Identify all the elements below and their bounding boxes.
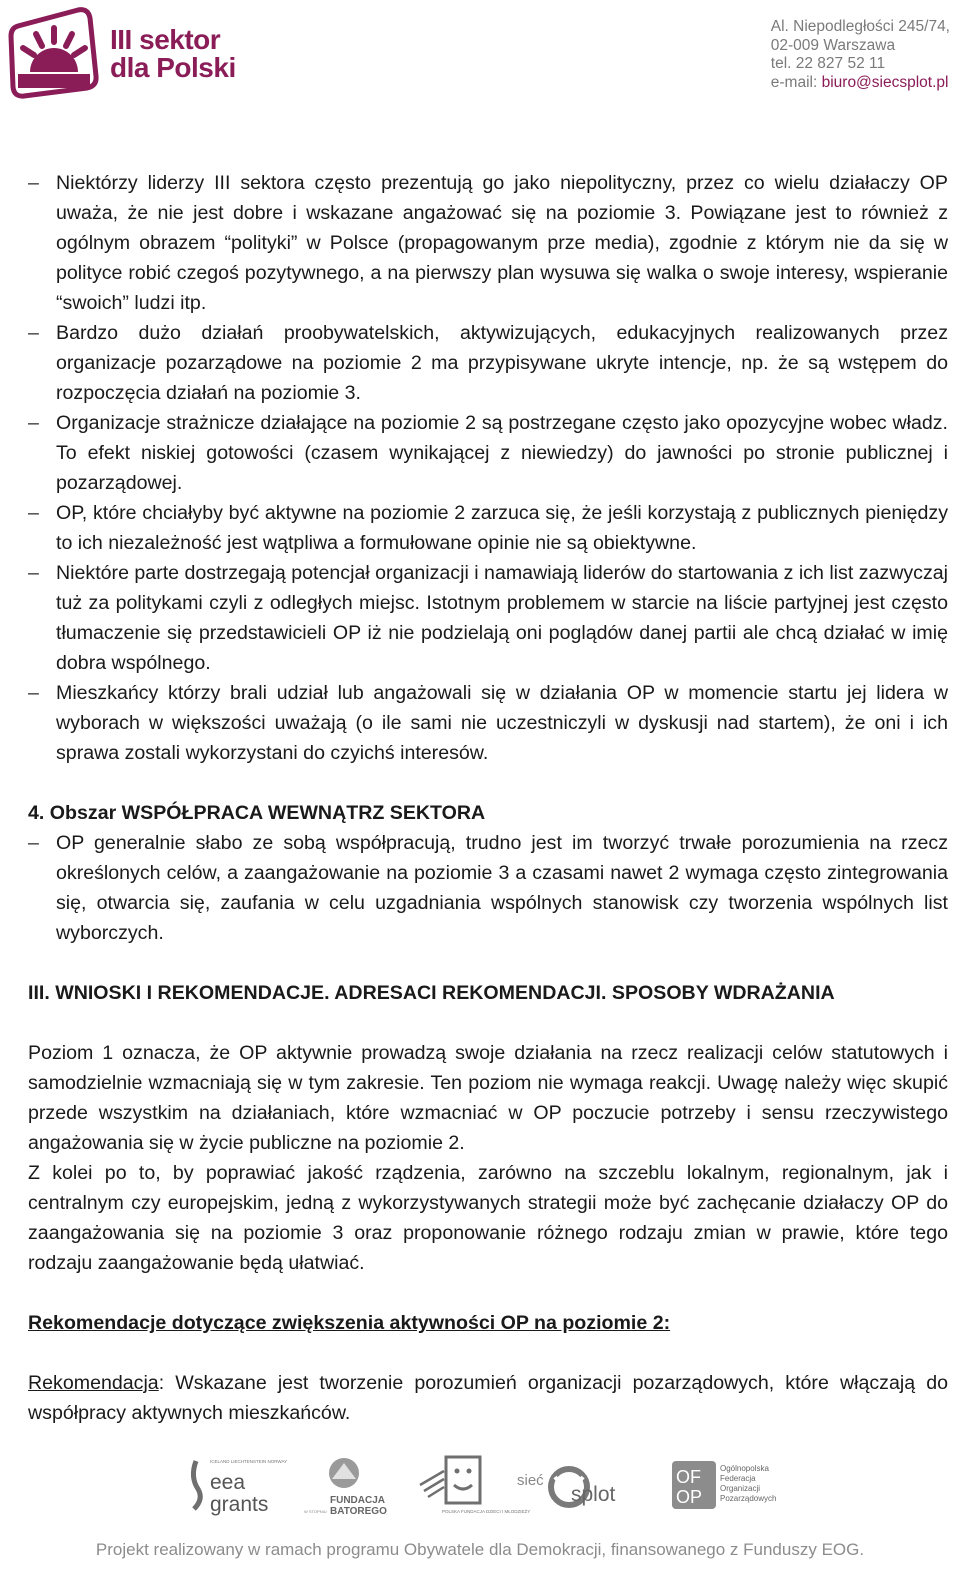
batory-line-2: BATOREGO <box>330 1506 387 1517</box>
logo-line-1: III sektor <box>110 24 221 55</box>
eea-grants-logo <box>188 1455 288 1517</box>
phone: tel. 22 827 52 11 <box>770 55 886 72</box>
list-item: – Bardzo dużo działań proobywatelskich, aktywizujących, edukacyjnych realizowanych przez organizacje pozarządowe na poziomie 2 ma przypisywane ukryte intencje, np. że są wstępem do rozpoczęcia działań na poziomie 3. <box>28 318 948 408</box>
ofop-letters-2: OP <box>676 1487 703 1507</box>
sun-logo-icon <box>8 6 108 98</box>
email-link[interactable]: biuro@siecsplot.pl <box>821 73 949 91</box>
paragraph: Poziom 1 oznacza, że OP aktywnie prowadzą swoje działania na rzecz realizacji celów statutowych i samodzielnie wzmacniają się w tym zakresie. Ten poziom nie wymaga reakcji. Uwagę należy więc skupić przede wszystkim na działaniach, które wzmacniać w OP poczucie potrzeby i sensu rzeczywistego angażowania się w życie publiczne na poziomie 2. <box>28 1042 948 1154</box>
grants-text: grants <box>210 1493 269 1516</box>
organization-logo <box>8 6 248 96</box>
ofop-text-3: Organizacji <box>720 1484 761 1493</box>
page-header <box>0 0 960 110</box>
siec-text: sieć <box>517 1472 544 1489</box>
obstacles-list <box>28 168 948 768</box>
ofop-text-2: Federacja <box>720 1474 756 1483</box>
document-body <box>28 168 948 1428</box>
section-4-heading: 4. Obszar WSPÓŁPRACA WEWNĄTRZ SEKTORA <box>28 802 486 824</box>
footer-note: Projekt realizowany w ramach programu Obywatele dla Demokracji, finansowanego z Funduszy EOG. <box>95 1540 865 1559</box>
spacer <box>28 1338 948 1368</box>
paragraph: Z kolei po to, by poprawiać jakość rządzenia, zarówno na szczeblu lokalnym, regionalnym, jak i centralnym czy europejskim, jedną z wykorzystywanych strategii może być zachęcanie działaczy OP do zaangażowania się na poziomie 3 oraz proponowanie różnego rodzaju zmian w prawie, które tego rodzaju zaangażowanie będą ułatwiać. <box>28 1162 948 1274</box>
eea-small-text: ICELAND LIECHTENSTEIN NORWAY <box>210 1459 288 1464</box>
contact-block <box>771 18 950 92</box>
list-item: – OP generalnie słabo ze sobą współpracują, trudno jest im tworzyć trwałe porozumienia na rzecz określonych celów, a zaangażowanie na poziomie 3 a czasami nawet 2 wymaga często zintegrowania się, otwarcia się, zaufania w celu uzgadniania wspólnych stanowisk czy tworzenia wspólnych list wyborczych. <box>28 828 948 948</box>
list-item: – Organizacje strażnicze działające na poziomie 2 są postrzegane często jako opozycyjne wobec władz. To efekt niskiej gotowości (czasem wynikającej z niewiedzy) do jawności po stronie publicznej i pozarządowej. <box>28 408 948 498</box>
recommendation-label: Rekomendacja <box>28 1372 159 1394</box>
list-item: – OP, które chciałyby być aktywne na poziomie 2 zarzuca się, że jeśli korzystają z publicznych pieniędzy to ich niezależność jest wątpliwa a formułowane opinie nie są obiektywne. <box>28 498 948 558</box>
splot-text: splot <box>571 1483 616 1506</box>
email-line <box>771 74 950 93</box>
siec-splot-icon <box>515 1455 625 1517</box>
recommendations-heading: Rekomendacje dotyczące zwiększenia aktywności OP na poziomie 2: <box>28 1312 671 1334</box>
logo-line-2: dla Polski <box>110 52 236 83</box>
ofop-icon <box>670 1455 790 1517</box>
cooperation-list <box>28 828 948 948</box>
batory-small-text: W STOPNIU <box>304 1509 327 1514</box>
address-line-2: 02-009 Warszawa <box>770 36 896 54</box>
spacer <box>28 948 948 978</box>
list-item: – Niektóre parte dostrzegają potencjał organizacji i namawiają liderów do startowania z ich list zazwyczaj tuż za politykami czyli z odległych miejsc. Istotnym problemem w starcie na liście partyjnej jest często tłumaczenie się przedstawicieli OP iż nie podzielają oni poglądów danej partii ale chcą działać w imię dobra wspólnego. <box>28 558 948 678</box>
section-3-heading: III. WNIOSKI I REKOMENDACJE. ADRESACI REKOMENDACJI. SPOSOBY WDRAŻANIA <box>28 982 835 1004</box>
eea-text: eea <box>210 1471 246 1494</box>
list-item: – Niektórzy liderzy III sektora często prezentują go jako niepolityczny, przez co wielu działaczy OP uważa, że nie jest dobre i wskazane angażować się na poziomie 3. Powiązane jest to również z ogólnym obrazem “polityki” w Polsce (propagowanym prze media), zgodnie z którym nie da się w polityce robić czegoś pozytywnego, a na pierwszy plan wysuwa się walka o swoje interesy, wspieranie “swoich” ludzi itp. <box>28 168 948 318</box>
footer-logos <box>0 1455 960 1525</box>
ofop-logo <box>670 1455 790 1517</box>
address-line-1: Al. Niepodległości 245/74, <box>770 18 950 35</box>
ofop-text-1: Ogólnopolska <box>720 1464 769 1473</box>
eea-grants-icon <box>188 1455 288 1517</box>
ofop-letters-1: OF <box>676 1467 701 1487</box>
batory-line-1: FUNDACJA <box>330 1495 385 1506</box>
logo-text <box>110 26 236 82</box>
spacer <box>28 768 948 798</box>
batory-foundation-logo <box>300 1455 386 1517</box>
recommendation-paragraph <box>28 1368 948 1428</box>
siec-splot-logo <box>515 1455 625 1517</box>
pfdim-small-text: POLSKA FUNDACJA DZIECI I MŁODZIEŻY <box>442 1509 531 1514</box>
ofop-text-4: Pozarządowych <box>720 1494 777 1503</box>
spacer <box>28 1278 948 1308</box>
list-item: – Mieszkańcy którzy brali udział lub angażowali się w działania OP w momencie startu jej lidera w wyborach w większości uważają (o ile sami nie uczestniczyli w dyskusji nad startem), że oni i ich sprawa zostali wykorzystani do czyichś interesów. <box>28 678 948 768</box>
spacer <box>28 1008 948 1038</box>
recommendation-text: : Wskazane jest tworzenie porozumień organizacji pozarządowych, które włączają do współpracy aktywnych mieszkańców. <box>28 1372 948 1424</box>
email-label: e-mail: <box>770 73 822 91</box>
batory-icon <box>300 1455 386 1517</box>
